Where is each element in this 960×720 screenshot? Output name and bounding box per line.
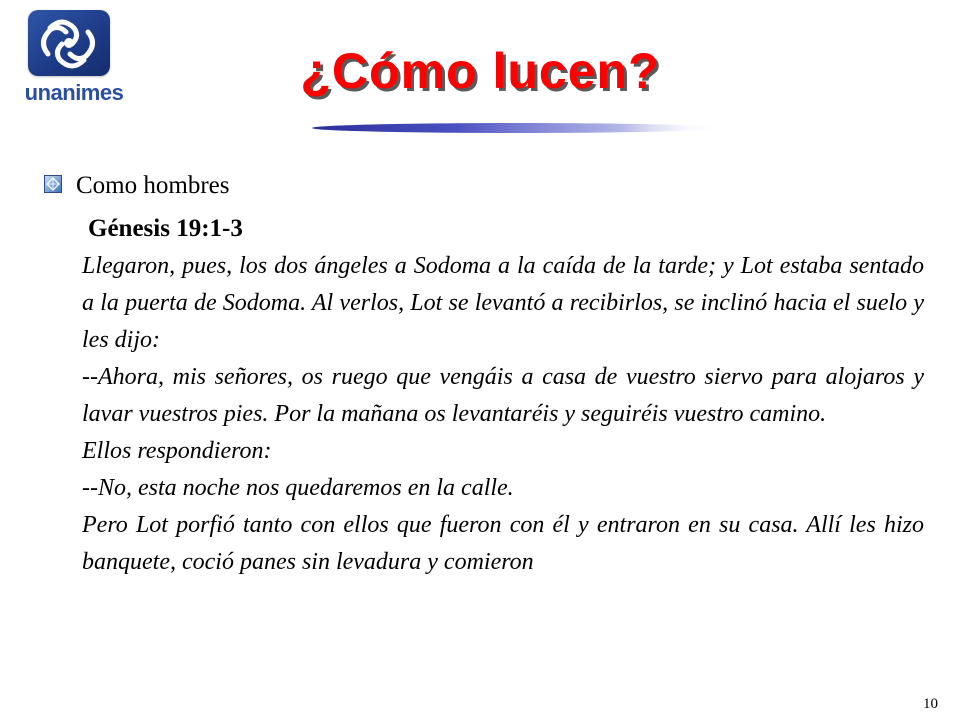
scripture-paragraph: --No, esta noche nos quedaremos en la calle.	[82, 475, 514, 501]
slide-number: 10	[923, 696, 938, 712]
scripture-reference: Génesis 19:1-3	[88, 215, 243, 242]
scripture-paragraph: --Ahora, mis señores, os ruego que vengáis a casa de vuestro siervo para alojaros y lavar vuestros pies. Por la mañana os levantaréis y seguiréis vuestro camino.	[82, 364, 924, 427]
scripture-paragraph: Llegaron, pues, los dos ángeles a Sodoma a la caída de la tarde; y Lot estaba sentado a la puerta de Sodoma. Al verlos, Lot se levantó a recibirlos, se inclinó hacia el suelo y les dijo:	[82, 253, 924, 353]
scripture-body	[82, 210, 924, 581]
scripture-paragraph: Pero Lot porfió tanto con ellos que fueron con él y entraron en su casa. Allí les hizo banquete, coció panes sin levadura y comieron	[82, 512, 924, 575]
title-underline-bar	[312, 122, 722, 134]
bullet-icon	[44, 175, 62, 193]
bullet-text: Como hombres	[76, 172, 230, 199]
logo-wordmark: unanimes	[24, 80, 124, 105]
scripture-paragraph: Ellos respondieron:	[82, 438, 272, 464]
slide-title: ¿Cómo lucen?	[300, 43, 660, 99]
bullet-item	[44, 170, 229, 202]
